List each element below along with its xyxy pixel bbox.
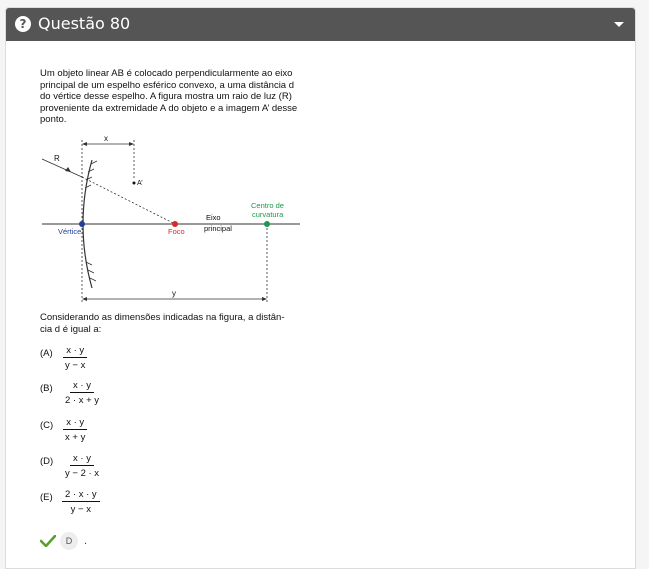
label-centro-2: curvatura <box>252 210 284 219</box>
fraction-numerator: x · y <box>63 345 87 358</box>
option-letter: (D) <box>40 456 54 467</box>
fraction-numerator: x · y <box>70 380 94 393</box>
question-mark-icon: ? <box>15 16 31 32</box>
option-d[interactable] <box>40 453 160 479</box>
fraction-denominator: y − 2 · x <box>65 468 100 479</box>
checkmark-icon <box>40 535 56 547</box>
fraction-numerator: x · y <box>70 453 94 466</box>
fraction-denominator: x + y <box>65 432 86 443</box>
question-stem <box>40 68 310 126</box>
label-centro-1: Centro de <box>251 201 284 210</box>
option-letter: (C) <box>40 420 54 431</box>
option-fraction <box>62 345 88 371</box>
incident-ray <box>42 159 82 177</box>
label-a-prime: A’ <box>137 180 143 187</box>
panel-title: Questão 80 <box>38 14 131 33</box>
fraction-numerator: 2 · x · y <box>62 489 100 502</box>
stem-line: principal de um espelho esférico convexo, a uma distância d <box>40 79 295 91</box>
option-b[interactable] <box>40 380 160 406</box>
option-letter: (E) <box>40 492 53 503</box>
option-fraction <box>62 489 100 515</box>
option-e[interactable] <box>40 489 160 515</box>
option-letter: (B) <box>40 383 53 394</box>
option-fraction <box>62 453 102 479</box>
panel-header[interactable] <box>6 8 635 41</box>
label-foco: Foco <box>168 227 185 236</box>
fraction-denominator: 2 · x + y <box>65 395 100 406</box>
caret-down-icon[interactable] <box>614 22 624 27</box>
center-point <box>264 221 270 227</box>
option-fraction <box>62 380 102 406</box>
image-point <box>133 182 136 185</box>
mirror-diagram <box>38 130 303 308</box>
stem-line: Um objeto linear AB é colocado perpendicularmente ao eixo <box>40 68 293 79</box>
reflected-ray-extension <box>82 177 175 224</box>
question-text <box>40 312 310 335</box>
label-vertice: Vértice <box>58 227 82 236</box>
stem-line: ponto. <box>40 114 67 125</box>
label-eixo-2: principal <box>204 224 232 233</box>
option-c[interactable] <box>40 417 160 443</box>
option-fraction <box>62 417 88 443</box>
answer-indicator <box>40 532 87 550</box>
label-eixo-1: Eixo <box>206 213 221 222</box>
label-y: y <box>172 289 176 298</box>
question-line: cia d é igual a: <box>40 323 102 335</box>
label-r: R <box>54 154 60 163</box>
option-letter: (A) <box>40 348 53 359</box>
fraction-numerator: x · y <box>63 417 87 430</box>
question-line: Considerando as dimensões indicadas na figura, a distân- <box>40 312 285 323</box>
fraction-denominator: y − x <box>65 360 86 371</box>
label-x: x <box>104 134 108 143</box>
option-a[interactable] <box>40 345 160 371</box>
answer-badge: D <box>60 532 78 550</box>
fraction-denominator: y − x <box>70 504 91 515</box>
stem-line: do vértice desse espelho. A figura mostra um raio de luz (R) <box>40 91 292 102</box>
answer-suffix: . <box>84 535 88 547</box>
stem-line: proveniente da extremidade A do objeto e a imagem A’ desse <box>40 102 298 114</box>
